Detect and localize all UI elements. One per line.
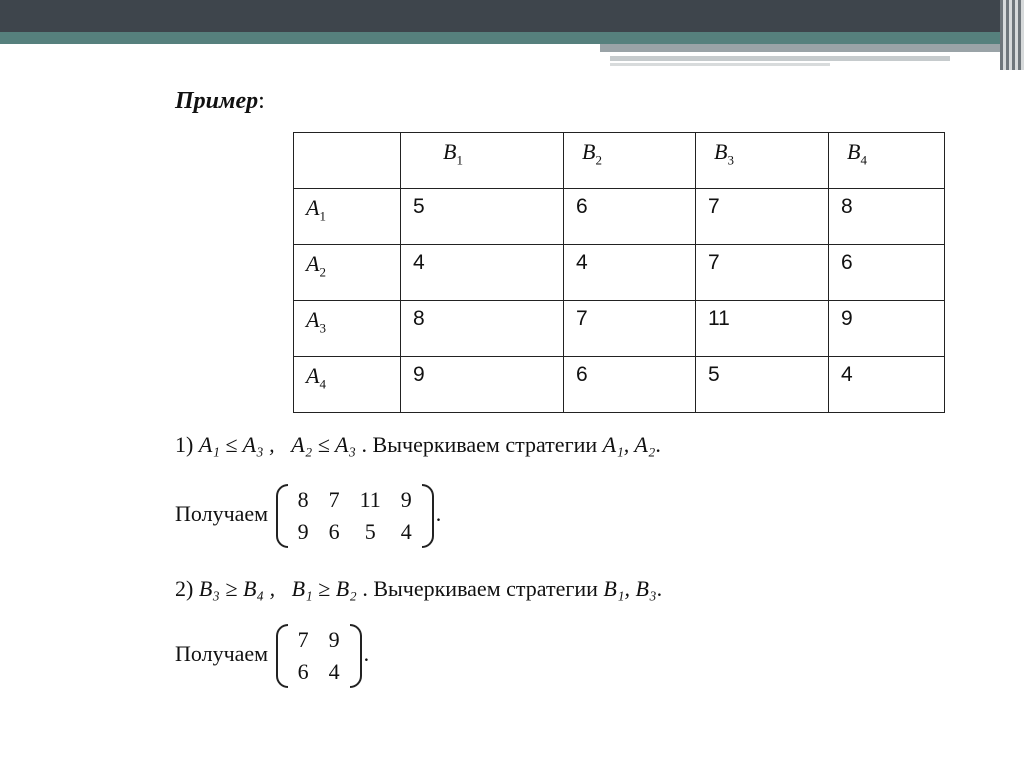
slide-accent-stripe-light	[610, 56, 950, 61]
step-2-condition-2: B₁ ≥ B₂	[291, 576, 357, 601]
slide-accent-stripe	[600, 44, 1000, 52]
table-cell: 9	[829, 301, 945, 357]
table-cell: 6	[564, 357, 696, 413]
table-cell: 7	[564, 301, 696, 357]
step-1-condition-2: A₂ ≤ A₃	[291, 432, 357, 457]
table-cell: 4	[829, 357, 945, 413]
matrix-cell: 4	[328, 659, 340, 684]
table-row	[294, 301, 945, 357]
table-header-row	[294, 133, 945, 189]
table-cell: 4	[564, 245, 696, 301]
column-header: $B_3$	[696, 133, 829, 189]
table-cell: 4	[401, 245, 564, 301]
matrix-row	[288, 656, 350, 688]
step-2-condition-1: B₃ ≥ B₄ ,	[198, 576, 276, 601]
column-header: $B_1$	[401, 133, 564, 189]
table-row	[294, 357, 945, 413]
step-1-removed-strategies: A₁, A₂	[602, 432, 656, 457]
slide-accent-stripe-faint	[610, 63, 830, 66]
matrix-row	[288, 516, 422, 548]
matrix-cell: 7	[297, 627, 309, 652]
table-cell: 9	[401, 357, 564, 413]
table-cell: 7	[696, 189, 829, 245]
result-2: Получаем 7 9 6 4 .	[175, 624, 369, 688]
table-row	[294, 245, 945, 301]
result-1-matrix	[276, 484, 434, 548]
table-cell: 6	[564, 189, 696, 245]
matrix-cell: 5	[364, 519, 376, 544]
result-2-matrix	[276, 624, 362, 688]
matrix-cell: 9	[328, 627, 340, 652]
column-header: $B_4$	[829, 133, 945, 189]
matrix-cell: 11	[359, 487, 381, 512]
column-header: $B_2$	[564, 133, 696, 189]
result-1: Получаем 8 7 11 9 9 6 5 4 .	[175, 484, 441, 548]
slide-header-bar	[0, 0, 1024, 32]
table-cell: 5	[401, 189, 564, 245]
matrix-cell: 6	[328, 519, 340, 544]
matrix-row	[288, 624, 350, 656]
table-cell: 5	[696, 357, 829, 413]
slide-accent-bar	[0, 32, 1000, 44]
table-cell: 7	[696, 245, 829, 301]
step-1-text: 1) A₁ ≤ A₃ , A₂ ≤ A₃ . Вычеркиваем стратегии A₁, A₂.	[175, 432, 661, 457]
row-header: $A_2$	[294, 245, 401, 301]
step-2-text: 2) B₃ ≥ B₄ , B₁ ≥ B₂ . Вычеркиваем стратегии B₁, B₃.	[175, 576, 663, 601]
slide-corner-decoration	[1000, 0, 1024, 70]
table-row	[294, 189, 945, 245]
table-cell: 8	[829, 189, 945, 245]
matrix-row	[288, 484, 422, 516]
step-2-removed-strategies: B₁, B₃	[603, 576, 657, 601]
row-header: $A_1$	[294, 189, 401, 245]
matrix-cell: 9	[400, 487, 412, 512]
row-header: $A_3$	[294, 301, 401, 357]
payoff-table	[293, 132, 945, 413]
table-cell: 6	[829, 245, 945, 301]
table-cell: 11	[696, 301, 829, 357]
matrix-cell: 9	[297, 519, 309, 544]
matrix-cell: 8	[297, 487, 309, 512]
matrix-cell: 6	[297, 659, 309, 684]
matrix-cell: 7	[328, 487, 340, 512]
table-corner-cell	[294, 133, 401, 189]
row-header: $A_4$	[294, 357, 401, 413]
step-1-condition-1: A₁ ≤ A₃ ,	[198, 432, 275, 457]
table-cell: 8	[401, 301, 564, 357]
matrix-cell: 4	[400, 519, 412, 544]
example-title: Пример:	[175, 88, 265, 114]
